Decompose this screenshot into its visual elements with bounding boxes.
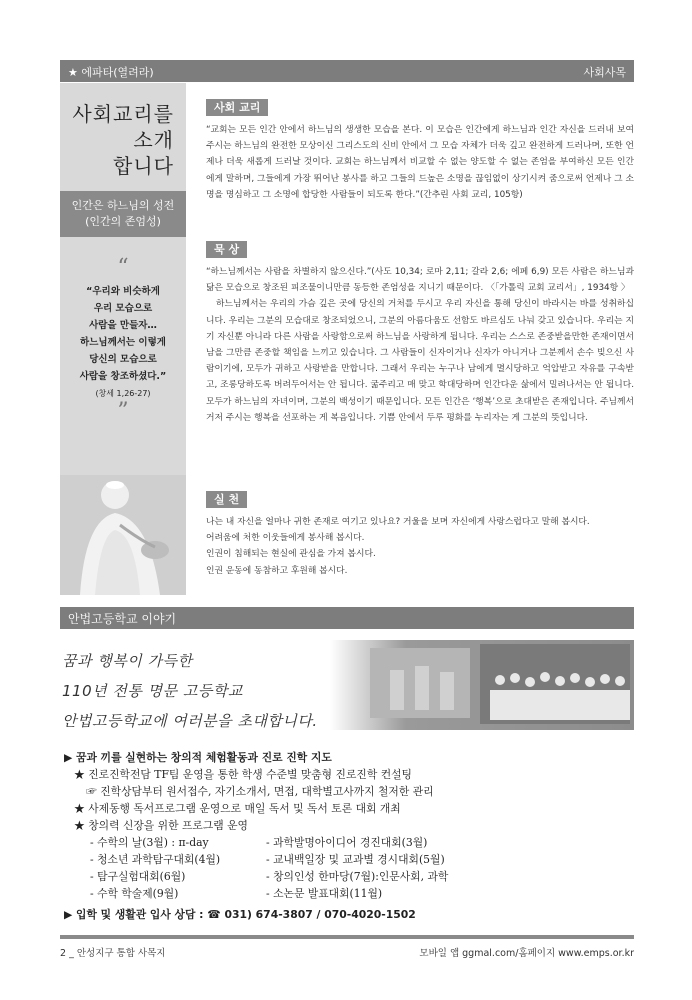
meditation-label: 묵 상	[206, 241, 247, 258]
meditation-intro: “하느님께서는 사람을 차별하지 않으신다.”(사도 10,34; 로마 2,11; 갈라 2,6; 에페 6,9) 모든 사람은 하느님과 닮은 모습으로 창조된 피조물이니만큼 동등한 존엄성을 지니기 때문이다. 〈「가톨릭 교회 교리서」, 1934항 〉	[206, 267, 634, 294]
practice-label: 실 천	[206, 491, 247, 508]
school-students-photo	[330, 640, 634, 730]
school-slogan: 안법고등학교에 여러분을 초대합니다.	[62, 712, 318, 730]
sidebar-subtitle: 인간은 하느님의 성전 (인간의 존엄성)	[60, 191, 186, 237]
doctrine-text: “교회는 모든 인간 안에서 하느님의 생생한 모습을 본다. 이 모습은 인간에게 하느님과 인간 자신을 드러내 보여 주시는 하느님의 완전한 모상이신 그리스도의 신비 안에서 그 모습 자체가 더욱 깊고 완전하게 드러나며, 또한 언제나 더욱 새롭게 드러날 것이다. 교회는 하느님께서 비교할 수 없는 양도할 수 없는 존엄을 부여하신 모든 인간에게 말하며, 그들에게 가장 뛰어난 봉사를 하고 그들의 드높은 소명을 끊임없이 상기시켜 줌으로써 언제나 그 소명을 명심하고 그 소명에 합당한 사람들이 되도록 한다.”(간추린 사회 교리, 105항)	[206, 125, 634, 200]
practice-section	[206, 488, 634, 579]
program-item: ★ 창의력 신장을 위한 프로그램 운영	[74, 819, 248, 832]
school-section-bar: 안법고등학교 이야기	[60, 607, 634, 629]
program-event: - 청소년 과학탐구대회(4월)	[90, 853, 221, 866]
bible-quote: “우리와 비슷하게 우리 모습으로 사람을 만들자… 하느님께서는 이렇게 당신의 모습으로 사람을 창조하셨다.” (창세 1,26-27)	[64, 283, 182, 402]
quote-reference: (창세 1,26-27)	[95, 389, 151, 398]
sidebar-title: 사회교리를 소개 합니다	[72, 102, 174, 178]
website-info: 모바일 앱 ggmal.com/홈페이지 www.emps.or.kr	[419, 948, 634, 959]
meditation-body: 하느님께서는 우리의 가슴 깊은 곳에 당신의 거처를 두시고 우리 자신을 통해 당신이 바라시는 바를 성취하십니다. 우리는 그분의 모습대로 창조되었으니, 그분의 아름다움도 선함도 바르심도 나눠 갖고 있습니다. 우리는 지기 자신뿐 아니라 다른 사람을 사랑함으로써 하느님을 사랑하게 됩니다. 우리는 스스로 존중받을만한 존재이면서 남을 그만큼 존중할 책임을 느끼고 있습니다. 그 사람들이 신자이거나 신자가 아니거나 그분께서 손수 빚으신 사람이기에, 모두가 귀하고 사랑받을 만합니다. 그래서 우리는 누구나 남에게 멸시당하고 억압받고 자유를 구속받고, 조롱당하도록 버려두어서는 안 됩니다. 굶주리고 매 맞고 학대당하며 인간다운 삶에서 밀려나서는 안 됩니다. 모두가 하느님의 자녀이며, 그분의 백성이기 때문입니다. 모든 인간은 ‘행복’으로 초대받은 존재입니다. 주님께서 거저 주시는 행복을 선포하는 게 복음입니다. 기쁨 안에서 두루 평화를 누리자는 게 그분의 뜻입니다.	[206, 299, 634, 423]
praying-pope-photo	[60, 475, 186, 595]
program-heading: ▶ 꿈과 끼를 실현하는 창의적 체험활동과 진로 진학 지도	[64, 751, 332, 764]
open-quote-icon: “	[117, 255, 129, 280]
footer-divider	[60, 935, 634, 939]
practice-item: 인권이 침해되는 현실에 관심을 가져 봅시다.	[206, 549, 376, 560]
practice-item: 인권 운동에 동참하고 후원해 봅시다.	[206, 565, 348, 576]
program-item: ★ 진로진학전담 TF팀 운영을 통한 학생 수준별 맞춤형 진로진학 컨설팅	[74, 768, 412, 781]
program-event: - 창의인성 한마당(7월):인문사회, 과학	[266, 870, 449, 883]
doctrine-label: 사회 교리	[206, 99, 268, 116]
practice-item: 어려움에 처한 이웃들에게 봉사해 봅시다.	[206, 533, 365, 544]
program-event: - 탐구실험대회(6월)	[90, 870, 186, 883]
program-event: - 과학발명아이디어 경진대회(3월)	[266, 836, 428, 849]
school-slogan: 꿈과 행복이 가득한	[62, 652, 193, 670]
practice-item: 나는 내 자신을 얼마나 귀한 존재로 여기고 있나요? 거울을 보며 자신에게 사랑스럽다고 말해 봅시다.	[206, 517, 590, 527]
school-slogan: 110년 전통 명문 고등학교	[62, 682, 243, 700]
program-event: - 수학의 날(3월) : π-day	[90, 836, 209, 849]
program-event: - 교내백일장 및 교과별 경시대회(5월)	[266, 853, 445, 866]
section-category: 사회사목	[583, 66, 626, 79]
close-quote-icon: ”	[117, 399, 129, 424]
section-title: ★ 에파타(열려라)	[68, 66, 154, 79]
program-event: - 소논문 발표대회(11월)	[266, 887, 383, 900]
program-item: ★ 사제동행 독서프로그램 운영으로 매일 독서 및 독서 토론 대회 개최	[74, 802, 401, 815]
program-subitem: ☞ 진학상담부터 원서접수, 자기소개서, 면접, 대학별고사까지 철저한 관리	[86, 785, 434, 798]
section-header-bar	[60, 60, 634, 82]
doctrine-section	[206, 96, 634, 203]
meditation-section	[206, 238, 634, 426]
program-event: - 수학 학술제(9월)	[90, 887, 179, 900]
admission-contact: ▶ 입학 및 생활관 입사 상담 : ☎ 031) 674-3807 / 070-4020-1502	[64, 908, 416, 921]
sidebar	[60, 83, 186, 595]
page-number: 2 _ 안성지구 통합 사목지	[60, 948, 166, 959]
